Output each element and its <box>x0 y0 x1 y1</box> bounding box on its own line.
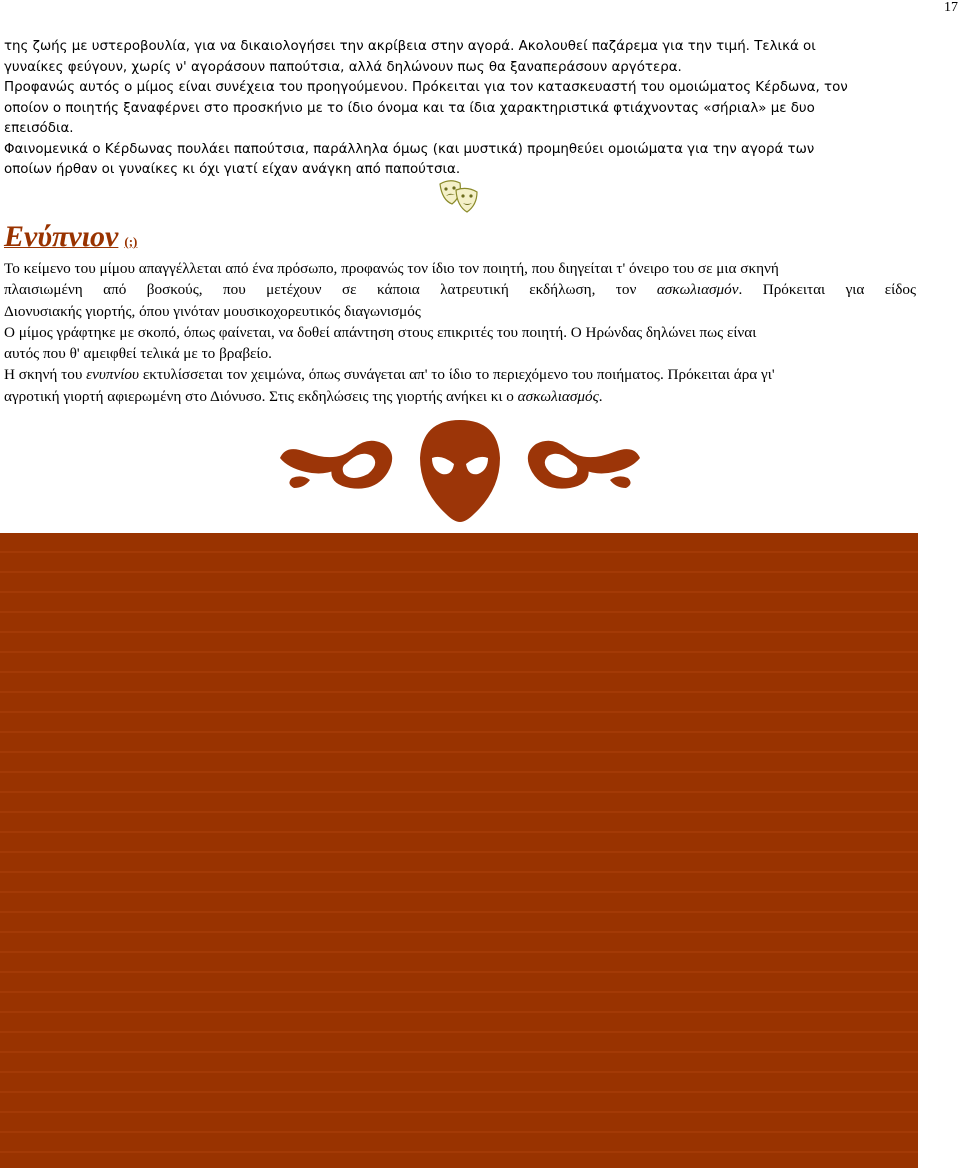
emphasis: ασκωλιασμός <box>517 387 599 405</box>
section2-paragraphs <box>4 258 916 407</box>
text-line: αγροτική γιορτή αφιερωμένη στο Διόνυσο. Στις εκδηλώσεις της γιορτής ανήκει κι ο ασκωλιασμός. <box>4 387 603 405</box>
mask-icon <box>420 420 500 522</box>
text-line: πλαισιωμένη από βοσκούς, που μετέχουν σε κάποια λατρευτική εκδήλωση, τον ασκωλιασμόν. Πρόκειται για είδος <box>4 281 916 299</box>
decorative-panel <box>0 533 918 1168</box>
mask-ornament <box>276 418 644 522</box>
text-line: γυναίκες φεύγουν, χωρίς ν' αγοράσουν παπούτσια, αλλά δηλώνουν πως θα ξαναπεράσουν αργότερα. <box>4 59 682 75</box>
section1-paragraphs <box>4 37 916 181</box>
text-line: Φαινομενικά ο Κέρδωνας πουλάει παπούτσια, παράλληλα όμως (και μυστικά) προμηθεύει ομοιώματα για την αγορά των <box>4 141 815 157</box>
text-line: οποίων ήρθαν οι γυναίκες κι όχι γιατί είχαν ανάγκη από παπούτσια. <box>4 162 461 177</box>
heading-question-link[interactable]: (;) <box>124 234 138 249</box>
emphasis: ασκωλιασμόν <box>656 281 739 299</box>
text-line: Ο μίμος γράφτηκε με σκοπό, όπως φαίνεται, να δοθεί απάντηση στους επικριτές του ποιητή. Ο Ηρώνδας δηλώνει πως είναι <box>4 323 757 341</box>
theater-masks-icon <box>436 178 482 214</box>
section-heading <box>4 220 137 254</box>
text-line: αυτός που θ' αμειφθεί τελικά με το βραβείο. <box>4 345 272 363</box>
text-line: της ζωής με υστεροβουλία, για να δικαιολογήσει την ακρίβεια στην αγορά. Ακολουθεί παζάρεμα για την τιμή. Τελικά οι <box>4 39 816 54</box>
right-swirl-icon <box>528 441 640 489</box>
text-line: Η σκηνή του ενυπνίου εκτυλίσσεται τον χειμώνα, όπως συνάγεται απ' το ίδιο το περιεχόμενο του ποιήματος. Πρόκειται άρα γι' <box>4 366 775 384</box>
page-number: 17 <box>944 0 958 15</box>
text-line: επεισόδια. <box>4 121 74 136</box>
text-line: οποίον ο ποιητής ξαναφέρνει στο προσκήνιο με το ίδιο όνομα και τα ίδια χαρακτηριστικά φτιάχνοντας «σήριαλ» με δυο <box>4 100 815 116</box>
text-line: Προφανώς αυτός ο μίμος είναι συνέχεια του προηγούμενου. Πρόκειται για τον κατασκευαστή του ομοιώματος Κέρδωνα, τον <box>4 80 848 95</box>
heading-title: Ενύπνιον <box>4 220 119 253</box>
left-swirl-icon <box>280 441 392 489</box>
emphasis: ενυπνίου <box>86 366 140 384</box>
text-line: Διονυσιακής γιορτής, όπου γινόταν μουσικοχορευτικός διαγωνισμός <box>4 302 421 320</box>
text-line: Το κείμενο του μίμου απαγγέλλεται από ένα πρόσωπο, προφανώς τον ίδιο τον ποιητή, που διηγείται τ' όνειρο του σε μια σκηνή <box>4 260 779 277</box>
